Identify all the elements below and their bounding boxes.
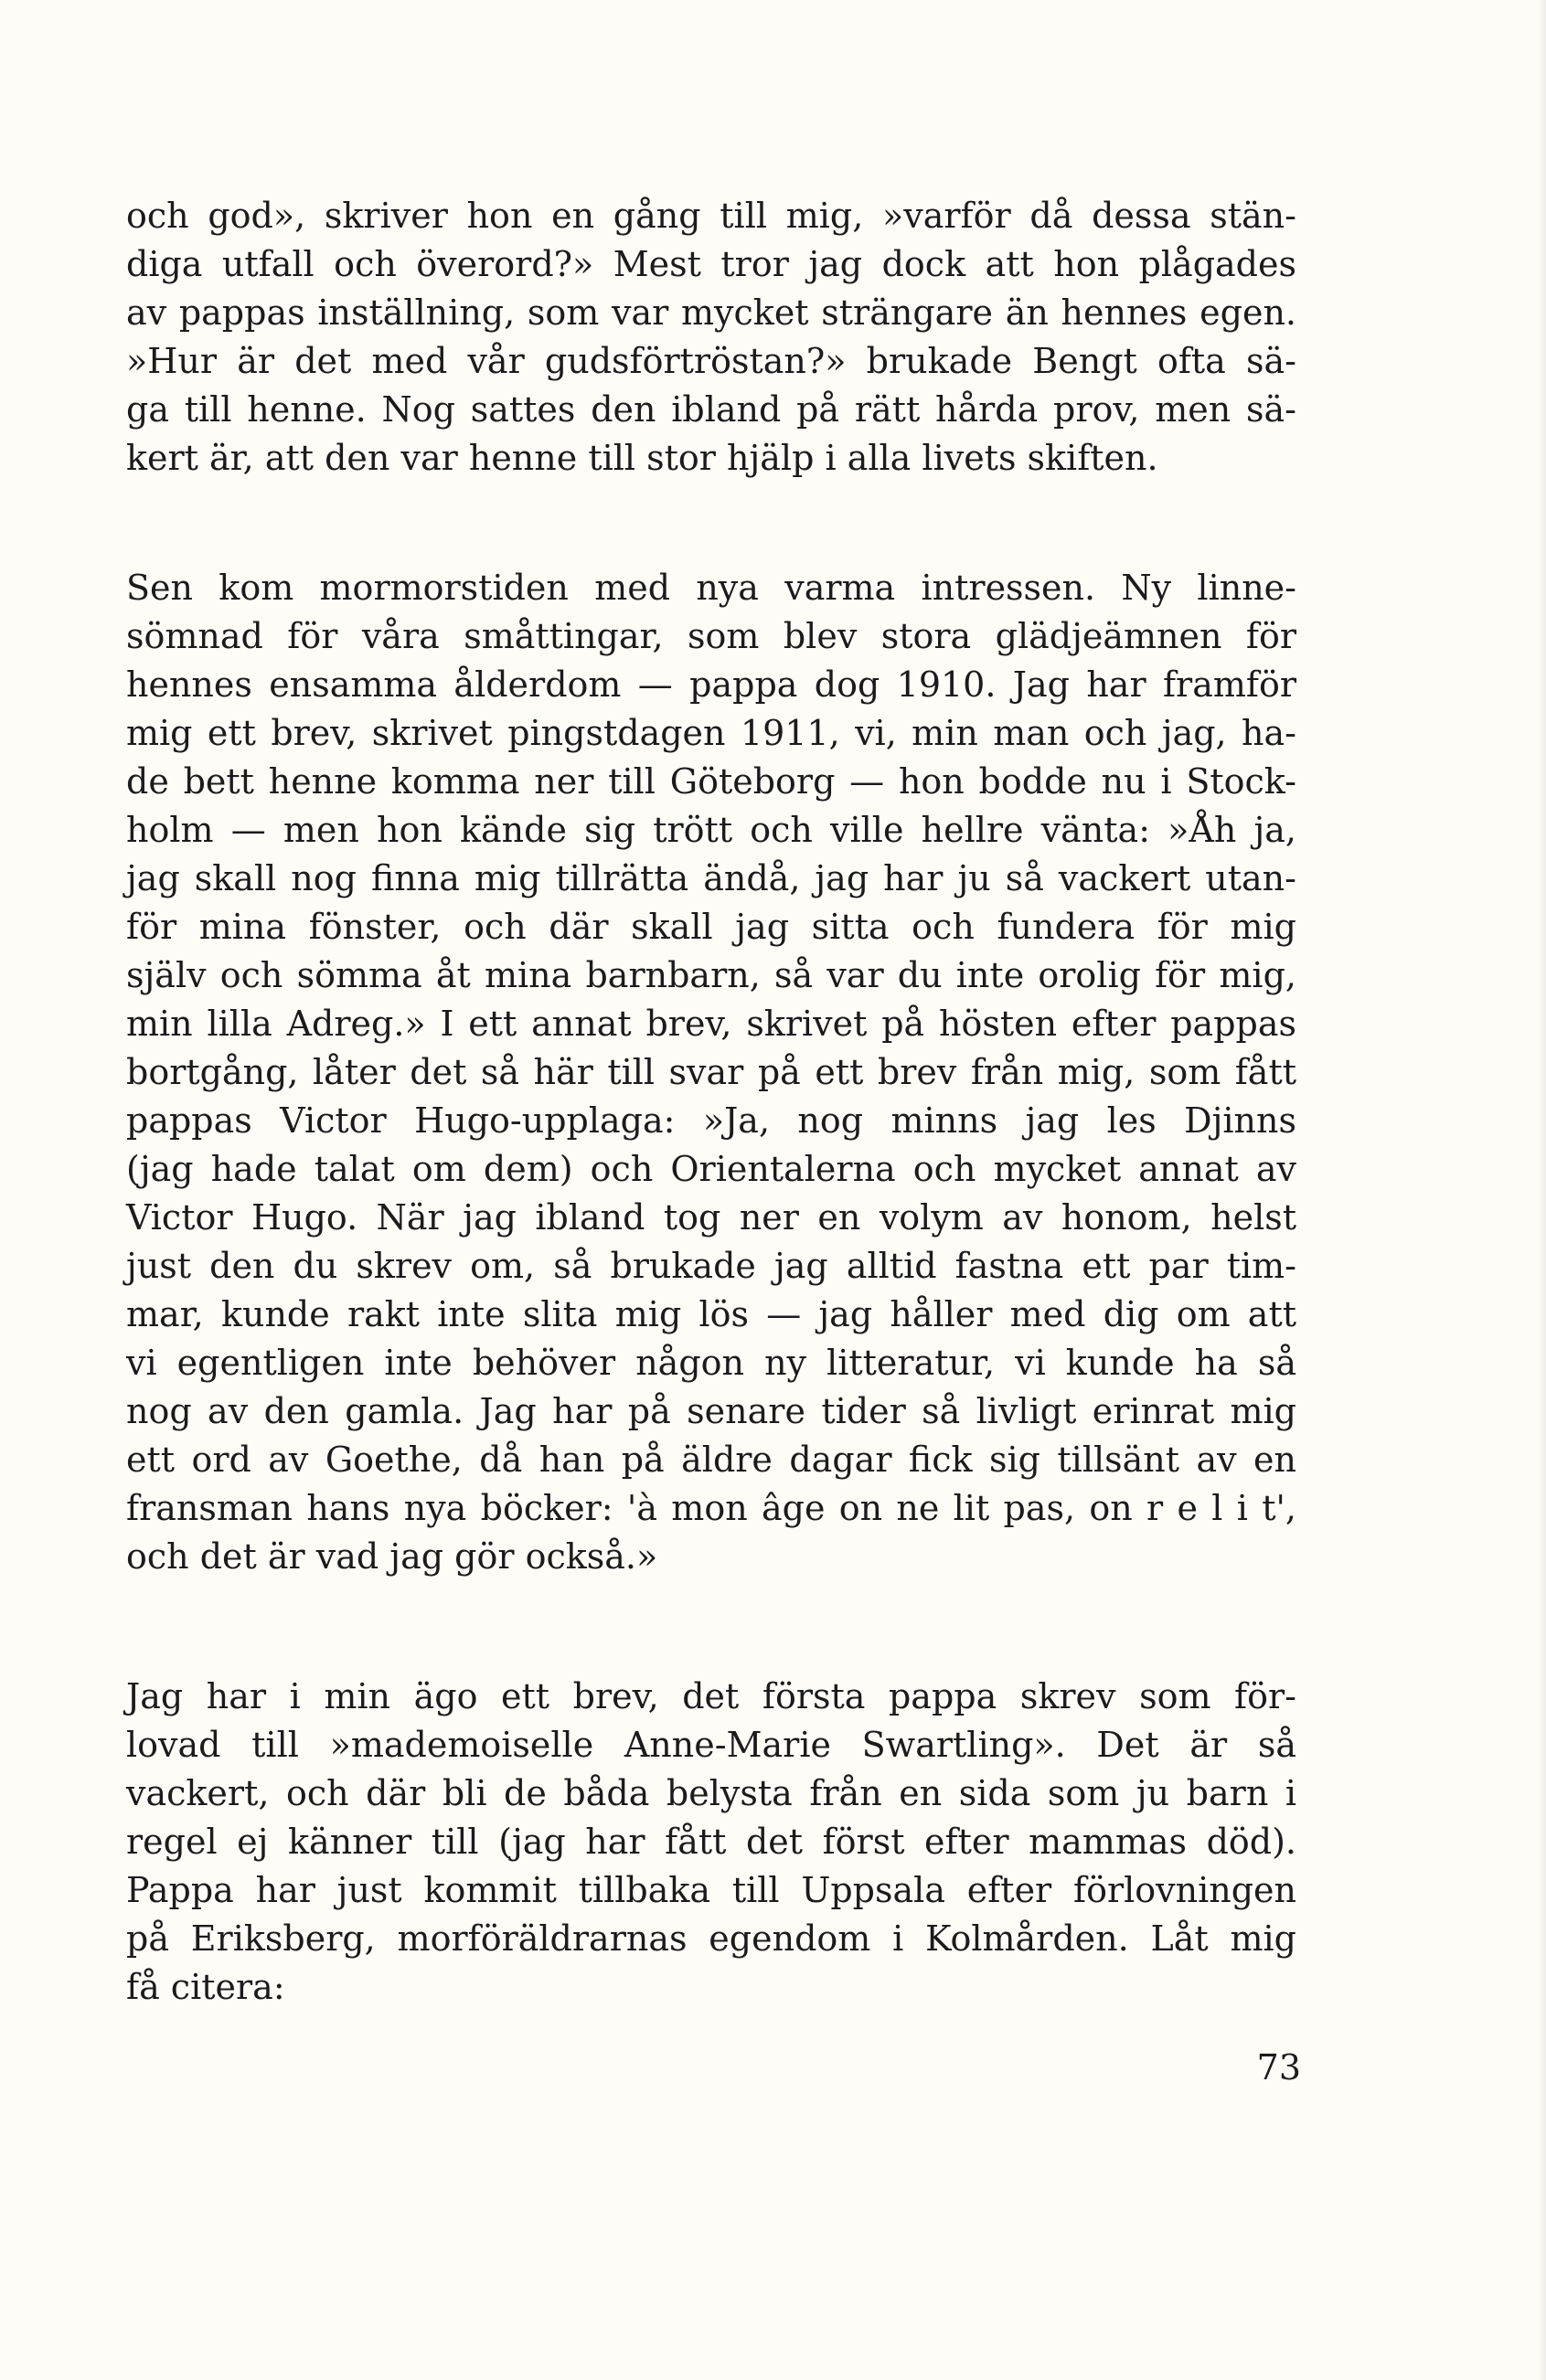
text-line: på Eriksberg, morföräldrarnas egendom i Kolmården. Låt mig: [126, 1918, 1296, 1959]
page-number: 73: [1256, 2047, 1301, 2088]
text-line: regel ej känner till (jag har fått det först efter mammas död).: [126, 1822, 1296, 1862]
text-line: för mina fönster, och där skall jag sitta och fundera för mig: [126, 907, 1296, 947]
text-line: nog av den gamla. Jag har på senare tider så livligt erinrat mig: [126, 1391, 1296, 1431]
text-line: diga utfall och överord?» Mest tror jag dock att hon plågades: [126, 244, 1296, 284]
paragraph-2: [126, 564, 1296, 1581]
text-line: vackert, och där bli de båda belysta från en sida som ju barn i: [126, 1773, 1296, 1813]
text-line: vi egentligen inte behöver någon ny litteratur, vi kunde ha så: [126, 1343, 1296, 1383]
text-line: mig ett brev, skrivet pingstdagen 1911, vi, min man och jag, ha-: [126, 713, 1296, 753]
text-line: själv och sömma åt mina barnbarn, så var du inte orolig för mig,: [126, 955, 1296, 995]
text-line: och god», skriver hon en gång till mig, »varför då dessa stän-: [126, 196, 1296, 236]
text-line: och det är vad jag gör också.»: [126, 1536, 658, 1577]
text-line: bortgång, låter det så här till svar på ett brev från mig, som fått: [126, 1052, 1296, 1092]
text-line: (jag hade talat om dem) och Orientalerna och mycket annat av: [126, 1149, 1296, 1189]
text-line: mar, kunde rakt inte slita mig lös — jag håller med dig om att: [126, 1294, 1296, 1334]
text-line: ett ord av Goethe, då han på äldre dagar fick sig tillsänt av en: [126, 1440, 1296, 1480]
text-line: Victor Hugo. När jag ibland tog ner en volym av honom, helst: [126, 1197, 1296, 1238]
text-line: av pappas inställning, som var mycket strängare än hennes egen.: [126, 292, 1296, 333]
text-line: just den du skrev om, så brukade jag alltid fastna ett par tim-: [126, 1246, 1296, 1286]
page-edge-shadow: [1539, 0, 1546, 2380]
paragraph-1: [126, 192, 1296, 483]
text-line: ga till henne. Nog sattes den ibland på rätt hårda prov, men sä-: [126, 389, 1296, 430]
text-line: holm — men hon kände sig trött och ville hellre vänta: »Åh ja,: [126, 810, 1296, 850]
paragraph-3: [126, 1673, 1296, 2012]
text-line: fransman hans nya böcker: 'à mon âge on ne lit pas, on r e l i t',: [126, 1488, 1296, 1528]
text-line: hennes ensamma ålderdom — pappa dog 1910. Jag har framför: [126, 664, 1296, 705]
text-line: Sen kom mormorstiden med nya varma intressen. Ny linne-: [126, 568, 1296, 608]
text-line: sömnad för våra småttingar, som blev stora glädjeämnen för: [126, 616, 1296, 656]
text-line: min lilla Adreg.» I ett annat brev, skrivet på hösten efter pappas: [126, 1004, 1296, 1044]
text-line: få citera:: [126, 1967, 285, 2007]
text-line: lovad till »mademoiselle Anne-Marie Swartling». Det är så: [126, 1725, 1296, 1765]
text-line: »Hur är det med vår gudsförtröstan?» brukade Bengt ofta sä-: [126, 341, 1296, 381]
text-line: jag skall nog finna mig tillrätta ändå, jag har ju så vackert utan-: [126, 858, 1296, 898]
text-line: Pappa har just kommit tillbaka till Uppsala efter förlovningen: [126, 1870, 1296, 1910]
text-line: de bett henne komma ner till Göteborg — hon bodde nu i Stock-: [126, 761, 1296, 802]
text-line: Jag har i min ägo ett brev, det första pappa skrev som för-: [126, 1676, 1296, 1716]
text-line: kert är, att den var henne till stor hjälp i alla livets skiften.: [126, 438, 1158, 478]
text-line: pappas Victor Hugo-upplaga: »Ja, nog minns jag les Djinns: [126, 1100, 1296, 1141]
